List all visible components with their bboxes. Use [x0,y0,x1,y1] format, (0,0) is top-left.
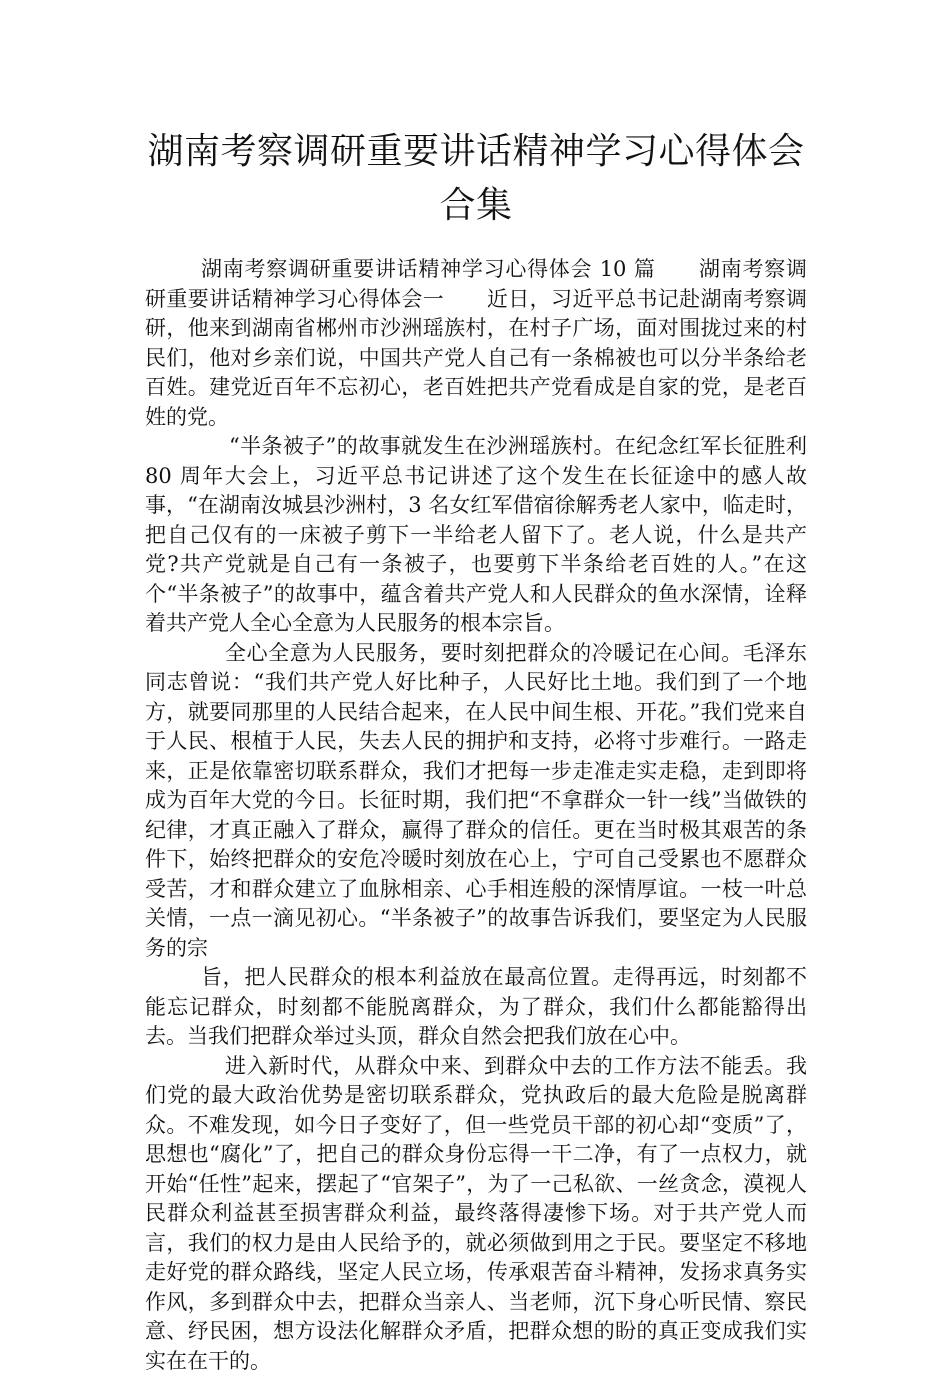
document-body [145,255,807,1376]
paragraph: 进入新时代，从群众中来、到群众中去的工作方法不能丢。我们党的最大政治优势是密切联系群众，党执政后的最大危险是脱离群众。不难发现，如今日子变好了，但一些党员干部的初心却“变质”了，思想也“腐化”了，把自己的群众身份忘得一干二净，有了一点权力，就开始“任性”起来，摆起了“官架子”，为了一己私欲、一丝贪念，漠视人民群众利益甚至损害群众利益，最终落得凄惨下场。对于共产党人而言，我们的权力是由人民给予的，就必须做到用之于民。要坚定不移地走好党的群众路线，坚定人民立场，传承艰苦奋斗精神，发扬求真务实作风，多到群众中去，把群众当亲人、当老师，沉下身心听民情、察民意、纾民困，想方设法化解群众矛盾，把群众想的盼的真正变成我们实实在在干的。 [145,1052,807,1376]
document-title: 湖南考察调研重要讲话精神学习心得体会合集 [145,125,807,233]
paragraph: 湖南考察调研重要讲话精神学习心得体会 10 篇 湖南考察调研重要讲话精神学习心得体会一 近日，习近平总书记赴湖南考察调研，他来到湖南省郴州市沙洲瑶族村，在村子广场，面对围拢过来的村民们，他对乡亲们说，中国共产党人自己有一条棉被也可以分半条给老百姓。建党近百年不忘初心，老百姓把共产党看成是自家的党，是老百姓的党。 [145,255,807,432]
paragraph: 旨，把人民群众的根本利益放在最高位置。走得再远，时刻都不能忘记群众，时刻都不能脱离群众，为了群众，我们什么都能豁得出去。当我们把群众举过头顶，群众自然会把我们放在心中。 [145,963,807,1052]
document-page [145,125,807,1376]
paragraph: “半条被子”的故事就发生在沙洲瑶族村。在纪念红军长征胜利 80 周年大会上，习近平总书记讲述了这个发生在长征途中的感人故事，“在湖南汝城县沙洲村，3 名女红军借宿徐解秀老人家中，临走时，把自己仅有的一床被子剪下一半给老人留下了。老人说，什么是共产党?共产党就是自己有一条被子，也要剪下半条给老百姓的人。”在这个“半条被子”的故事中，蕴含着共产党人和人民群众的鱼水深情，诠释着共产党人全心全意为人民服务的根本宗旨。 [145,432,807,639]
paragraph: 全心全意为人民服务，要时刻把群众的冷暖记在心间。毛泽东同志曾说：“我们共产党人好比种子，人民好比土地。我们到了一个地方，就要同那里的人民结合起来，在人民中间生根、开花。”我们党来自于人民、根植于人民，失去人民的拥护和支持，必将寸步难行。一路走来，正是依靠密切联系群众，我们才把每一步走准走实走稳，走到即将成为百年大党的今日。长征时期，我们把“不拿群众一针一线”当做铁的纪律，才真正融入了群众，赢得了群众的信任。更在当时极其艰苦的条件下，始终把群众的安危冷暖时刻放在心上，宁可自己受累也不愿群众受苦，才和群众建立了血脉相亲、心手相连般的深情厚谊。一枝一叶总关情，一点一滴见初心。“半条被子”的故事告诉我们，要坚定为人民服务的宗 [145,639,807,964]
